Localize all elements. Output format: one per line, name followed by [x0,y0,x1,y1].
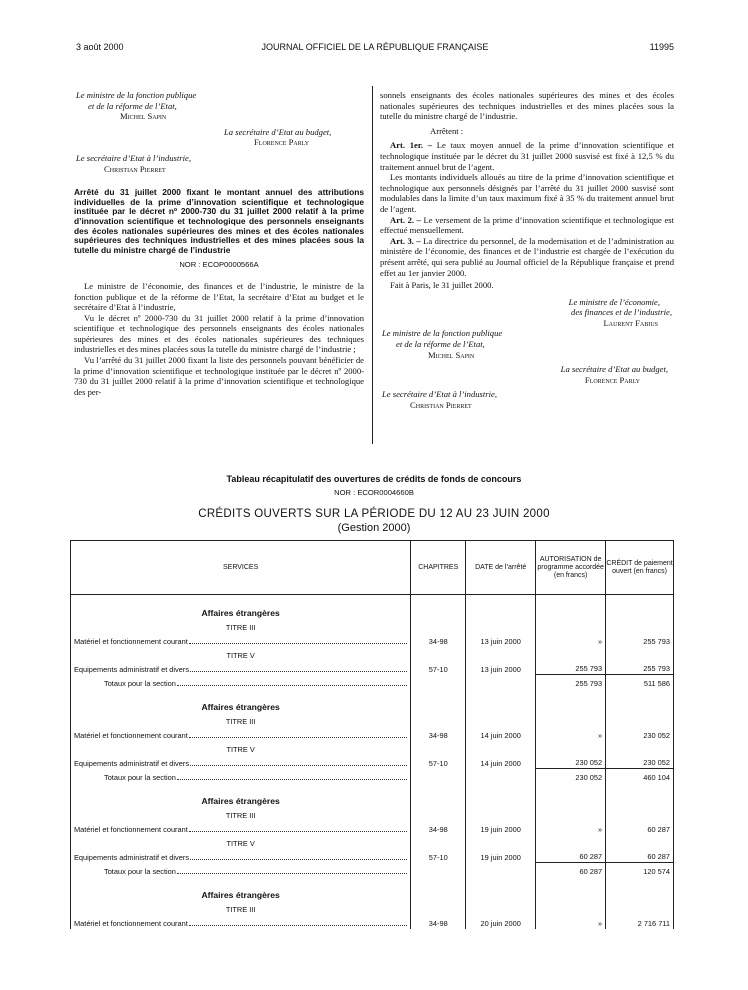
header-date: 3 août 2000 [76,42,124,52]
table-row [71,619,674,633]
cell-chapitre [411,647,466,661]
cell-autorisation: 60 287 [536,863,606,877]
column-divider [372,86,373,444]
service-label: Totaux pour la section [104,866,176,876]
cell-chapitre [411,863,466,877]
cell-service [71,807,411,821]
article-3 [380,236,674,278]
cell-credit [606,807,674,821]
section-name: Affaires étrangères [201,795,280,806]
cell-service [71,769,411,783]
table-subheading: (Gestion 2000) [337,522,411,534]
service-line [74,759,407,768]
signature-role: des finances et de l’industrie, [571,307,672,318]
cell-date: 19 juin 2000 [466,849,536,863]
cell-date [466,807,536,821]
arrete-title: Arrêté du 31 juillet 2000 fixant le montant annuel des attributions individuelles de la prime d’innovation scientifique et technologique instituée par le décret nº 2000-730 du 31 juillet 2000 relatif à la prime d’innovation scientifique et technologique des personnels enseignants des écoles nationales supérieures des mines et des écoles nationales supérieures des techniques industrielles et des mines placées sous la tutelle du ministre chargé de l’industrie [74,187,364,255]
signature-role: Le secrétaire d’Etat à l’industrie, [76,152,191,163]
cell-chapitre: 34-98 [411,727,466,741]
article-text: Le versement de la prime d’innovation scientifique et technologique est effectué mensuellement. [380,214,674,236]
service-line [74,637,407,646]
section-name: Affaires étrangères [201,607,280,618]
service-line [74,919,407,928]
cell-chapitre: 57-10 [411,849,466,863]
cell-autorisation: 60 287 [536,849,606,863]
cell-credit [606,647,674,661]
cell-autorisation [536,741,606,755]
cell-credit [606,689,674,713]
table-row [71,675,674,689]
cell-credit [606,901,674,915]
cell-chapitre [411,689,466,713]
cell-date: 14 juin 2000 [466,755,536,769]
table-header-row [71,541,674,595]
column-header-autorisation: AUTORISATION de programme accordée (en francs) [536,541,606,595]
nor-reference: NOR : ECOR0004660B [334,488,414,497]
table-row [71,863,674,877]
table-row [71,835,674,849]
cell-service [71,915,411,929]
article-label: Art. 1er. – [390,140,433,151]
section-name: Affaires étrangères [201,889,280,900]
service-line [74,773,407,782]
paragraph: Le ministre de l’économie, des finances et de l’industrie, le ministre de la fonction publique et de la réforme de l’Etat, la secrétaire d’Etat au budget et le secrétaire d’Etat à l’industrie, [74,280,364,313]
table-row [71,783,674,807]
titre-label: TITRE III [225,810,256,820]
cell-service [71,755,411,769]
table-row [71,807,674,821]
cell-service [71,877,411,901]
right-column [380,90,674,411]
cell-credit: 255 793 [606,633,674,647]
dot-leader [189,637,407,644]
cell-service [71,661,411,675]
signature-name: Christian Pierret [104,163,166,174]
cell-autorisation: 255 793 [536,675,606,689]
cell-credit [606,877,674,901]
signature-role: et de la réforme de l’Etat, [396,339,485,350]
arretent: Arrêtent : [430,125,464,136]
cell-date: 19 juin 2000 [466,821,536,835]
cell-date: 20 juin 2000 [466,915,536,929]
cell-autorisation [536,647,606,661]
table-row [71,877,674,901]
left-column [74,90,364,397]
cell-service [71,727,411,741]
cell-date [466,713,536,727]
cell-credit: 2 716 711 [606,915,674,929]
dot-leader [190,759,407,766]
cell-service [71,689,411,713]
article-label: Art. 2. – [390,214,421,225]
cell-autorisation [536,901,606,915]
cell-autorisation [536,595,606,619]
titre-label: TITRE III [225,622,256,632]
titre-label: TITRE V [226,650,255,660]
cell-credit: 511 586 [606,675,674,689]
dot-leader [177,679,407,686]
cell-service [71,863,411,877]
nor-reference: NOR : ECOP0000566A [179,260,259,270]
service-label: Equipements administratif et divers [74,852,190,862]
signature-role: Le ministre de l’économie, [568,296,660,307]
service-label: Totaux pour la section [104,772,176,782]
cell-autorisation: 230 052 [536,769,606,783]
service-line [74,853,407,862]
dot-leader [177,867,407,874]
dot-leader [190,853,407,860]
header-page-number: 11995 [649,42,674,52]
signature-role: La secrétaire d’Etat au budget, [560,364,668,375]
article-text: La directrice du personnel, de la modernisation et de l’administration au ministère de l’économie, des finances et de l’industrie est chargée de l’exécution du présent arrêté, qui sera publié au Journal officiel de la République française et prend effet au 1er janvier 2000. [380,235,674,278]
service-line [74,825,407,834]
page-header [76,42,674,56]
column-header-chapitres: CHAPITRES [411,541,466,595]
table-row [71,661,674,675]
cell-credit: 255 793 [606,661,674,675]
article-label: Art. 3. – [390,235,421,246]
cell-chapitre [411,741,466,755]
cell-date: 14 juin 2000 [466,727,536,741]
cell-service [71,675,411,689]
table-row [71,689,674,713]
cell-autorisation [536,713,606,727]
service-label: Matériel et fonctionnement courant [74,730,188,740]
article-text: Le taux moyen annuel de la prime d’innovation scientifique et technologique instituée par le décret du 31 juillet 2000 susvisé est fixé à 12,5 % du traitement annuel brut de l’agent. [380,140,675,172]
cell-service [71,595,411,619]
table-row [71,595,674,619]
service-label: Equipements administratif et divers [74,758,190,768]
cell-autorisation: » [536,915,606,929]
service-line [74,679,407,688]
table-row [71,713,674,727]
table-row [71,647,674,661]
cell-service [71,783,411,807]
cell-service [71,901,411,915]
titre-label: TITRE V [226,744,255,754]
cell-autorisation: » [536,633,606,647]
signature-role: et de la réforme de l’Etat, [88,100,177,111]
cell-autorisation: » [536,821,606,835]
header-title: JOURNAL OFFICIEL DE LA RÉPUBLIQUE FRANÇAISE [261,42,489,52]
cell-service [71,835,411,849]
cell-autorisation [536,619,606,633]
cell-chapitre [411,835,466,849]
cell-chapitre [411,675,466,689]
table-row [71,769,674,783]
table-row [71,849,674,863]
cell-chapitre: 34-98 [411,915,466,929]
table-row [71,901,674,915]
cell-credit: 60 287 [606,821,674,835]
column-header-date: DATE de l’arrêté [466,541,536,595]
cell-date [466,595,536,619]
cell-date [466,901,536,915]
cell-service [71,647,411,661]
cell-credit: 60 287 [606,849,674,863]
signature-name: Laurent Fabius [603,317,658,328]
service-label: Totaux pour la section [104,678,176,688]
cell-autorisation: » [536,727,606,741]
cell-autorisation [536,689,606,713]
signature-name: Florence Parly [254,137,310,148]
cell-credit: 230 052 [606,727,674,741]
titre-label: TITRE V [226,838,255,848]
cell-autorisation [536,783,606,807]
cell-chapitre [411,769,466,783]
signature-name: Michel Sapin [428,349,475,360]
cell-date [466,877,536,901]
cell-chapitre [411,807,466,821]
signature-name: Florence Parly [584,374,640,385]
cell-chapitre [411,783,466,807]
cell-date [466,783,536,807]
cell-credit [606,595,674,619]
dot-leader [190,665,407,672]
section-name: Affaires étrangères [201,701,280,712]
cell-autorisation: 230 052 [536,755,606,769]
service-line [74,665,407,674]
cell-date [466,769,536,783]
cell-date [466,741,536,755]
cell-credit [606,741,674,755]
signature-name: Christian Pierret [410,400,472,411]
cell-autorisation [536,807,606,821]
cell-service [71,619,411,633]
service-label: Matériel et fonctionnement courant [74,918,188,928]
cell-service [71,849,411,863]
signature-name: Michel Sapin [120,111,167,122]
signature-role: Le ministre de la fonction publique [382,328,503,339]
cell-credit [606,835,674,849]
article-1 [380,140,674,172]
dot-leader [189,919,407,926]
table-body [71,595,674,929]
titre-label: TITRE III [225,904,256,914]
paragraph: Les montants individuels alloués au titre de la prime d’innovation scientifique et technologique aux personnels désignés par l’arrêté du 31 juillet 2000 susvisé sont modulables dans la limite d’un taux maximum fixé à 35 % du traitement annuel brut de l’agent. [380,172,674,214]
cell-chapitre: 57-10 [411,661,466,675]
signature-role: Le ministre de la fonction publique [76,90,197,100]
cell-service [71,713,411,727]
service-line [74,867,407,876]
cell-date [466,835,536,849]
cell-chapitre: 34-98 [411,821,466,835]
cell-chapitre [411,619,466,633]
cell-date [466,675,536,689]
cell-service [71,633,411,647]
cell-chapitre: 57-10 [411,755,466,769]
cell-date: 13 juin 2000 [466,633,536,647]
cell-date [466,647,536,661]
credits-table [70,540,674,929]
table-heading: CRÉDITS OUVERTS SUR LA PÉRIODE DU 12 AU 23 JUIN 2000 [198,508,550,520]
titre-label: TITRE III [225,716,256,726]
table-row [71,727,674,741]
article-2 [380,215,674,236]
cell-chapitre [411,595,466,619]
cell-credit: 460 104 [606,769,674,783]
cell-date [466,689,536,713]
table-row [71,821,674,835]
fait-a: Fait à Paris, le 31 juillet 2000. [390,280,494,291]
cell-date [466,863,536,877]
dot-leader [189,825,407,832]
service-label: Equipements administratif et divers [74,664,190,674]
cell-chapitre: 34-98 [411,633,466,647]
paragraph: Vu le décret nº 2000-730 du 31 juillet 2000 relatif à la prime d’innovation scientifique et technologique des personnels enseignants des écoles nationales supérieures des mines et des écoles nationales supérieures des techniques industrielles et des mines placées sous la tutelle du ministre chargé de l’industrie ; [74,312,364,355]
table-section-title: Tableau récapitulatif des ouvertures de crédits de fonds de concours [226,474,522,484]
table-row [71,741,674,755]
table-row [71,755,674,769]
cell-autorisation [536,877,606,901]
service-label: Matériel et fonctionnement courant [74,824,188,834]
cell-credit [606,783,674,807]
service-line [74,731,407,740]
signature-role: La secrétaire d’Etat au budget, [224,126,332,137]
signature-role: Le secrétaire d’Etat à l’industrie, [382,389,497,400]
cell-credit: 120 574 [606,863,674,877]
paragraph: Vu l’arrêté du 31 juillet 2000 fixant la liste des personnels pouvant bénéficier de la prime d’innovation scientifique et technologique instituée par le décret nº 2000-730 du 31 juillet 2000 relatif à la prime d’innovation scientifique et technologique des per- [74,355,364,397]
cell-date: 13 juin 2000 [466,661,536,675]
cell-chapitre [411,901,466,915]
cell-chapitre [411,877,466,901]
dot-leader [189,731,407,738]
table-row [71,915,674,929]
cell-autorisation [536,835,606,849]
cell-credit [606,619,674,633]
cell-service [71,821,411,835]
dot-leader [177,773,407,780]
service-label: Matériel et fonctionnement courant [74,636,188,646]
column-header-credit: CRÉDIT de paiement ouvert (en francs) [606,541,674,595]
paragraph: sonnels enseignants des écoles nationales supérieures des mines et des écoles nationales supérieures des techniques industrielles et des mines placées sous la tutelle du ministre chargé de l’industrie. [380,90,674,122]
cell-credit: 230 052 [606,755,674,769]
table-row [71,633,674,647]
cell-date [466,619,536,633]
cell-credit [606,713,674,727]
cell-service [71,741,411,755]
cell-autorisation: 255 793 [536,661,606,675]
cell-chapitre [411,713,466,727]
column-header-services: SERVICES [71,541,411,595]
